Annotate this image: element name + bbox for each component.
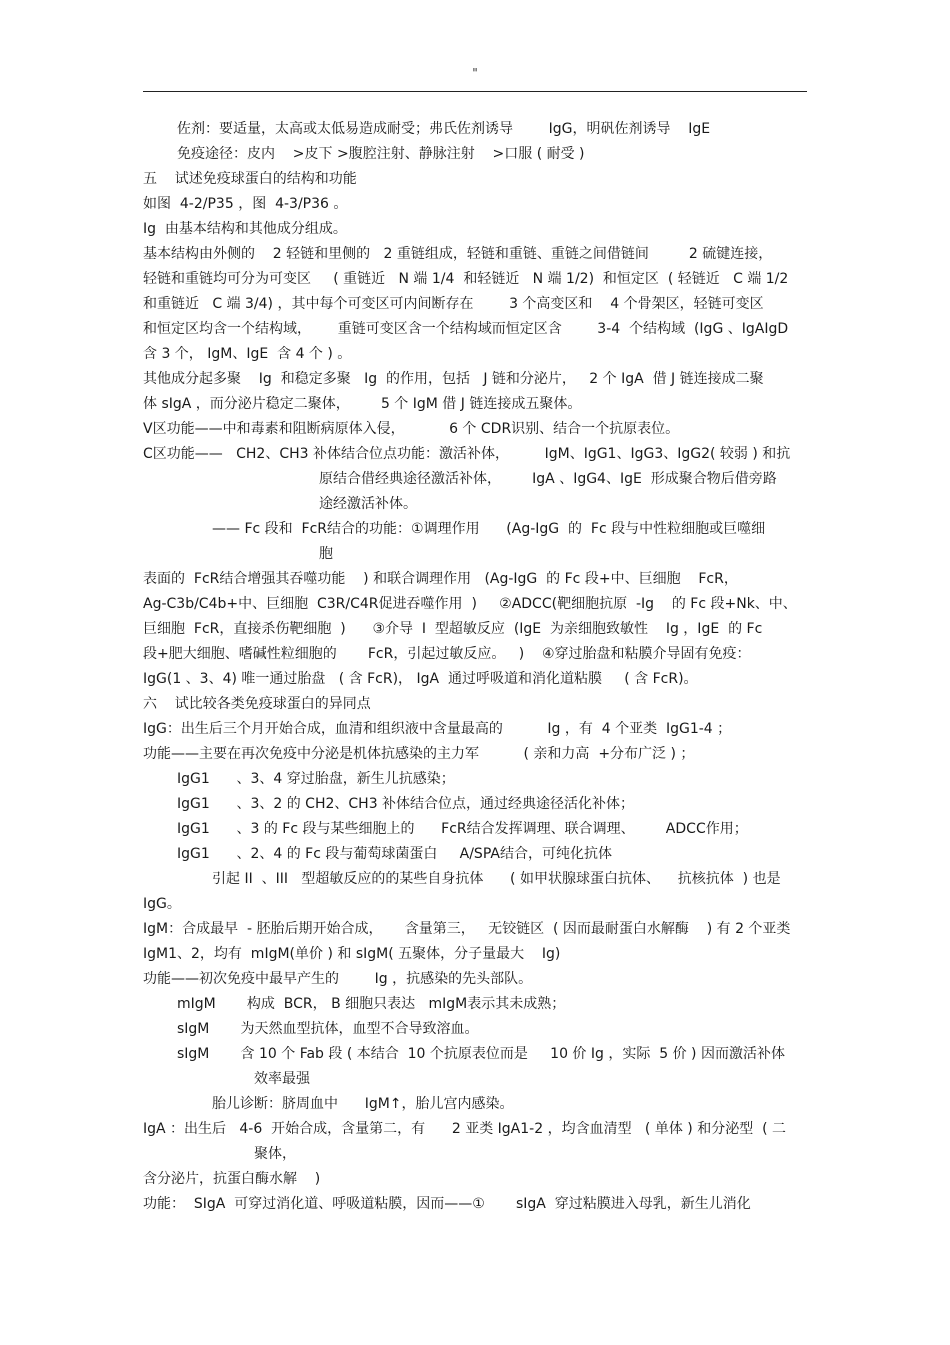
text-line: IgA ：出生后 4-6 开始合成，含量第二，有 2 亚类 IgA1-2 ，均含血清型 ( 单体 ) 和分泌型 ( 二 [143, 1121, 787, 1137]
text-line: Ig 由基本结构和其他成分组成。 [143, 221, 347, 237]
text-line: 聚体， [254, 1146, 296, 1162]
text-line: 胞 [319, 546, 333, 562]
text-line: 表面的 FcR结合增强其吞噬功能 ) 和联合调理作用 (Ag-IgG 的 Fc 段+中、巨细胞 FcR， [143, 571, 738, 587]
text-line: 轻链和重链均可分为可变区 ( 重链近 N 端 1/4 和轻链近 N 端 1/2) 和恒定区 ( 轻链近 C 端 1/2 [143, 271, 789, 287]
header-mark: " [472, 66, 478, 80]
text-line: 段+肥大细胞、嗜碱性粒细胞的 FcR，引起过敏反应。 ) ④穿过胎盘和粘膜介导固有免疫： [143, 646, 751, 662]
text-line: 功能： SIgA 可穿过消化道、呼吸道粘膜，因而——① sIgA 穿过粘膜进入母乳，新生儿消化 [143, 1196, 751, 1212]
text-line: C区功能—— CH2、CH3 补体结合位点功能：激活补体， IgM、IgG1、IgG3、IgG2( 较弱 ) 和抗 [143, 446, 791, 462]
text-line: 和恒定区均含一个结构域， 重链可变区含一个结构域而恒定区含 3-4 个结构域 (IgG 、IgAIgD [143, 321, 789, 337]
text-line: IgG：出生后三个月开始合成，血清和组织液中含量最高的 Ig ，有 4 个亚类 IgG1-4 ； [143, 721, 732, 737]
text-line: Ag-C3b/C4b+中、巨细胞 C3R/C4R促进吞噬作用 ) ②ADCC(靶细胞抗原 -Ig 的 Fc 段+Nk、中、 [143, 596, 797, 612]
text-line: —— Fc 段和 FcR结合的功能：①调理作用 (Ag-IgG 的 Fc 段与中性粒细胞或巨噬细 [212, 521, 766, 537]
text-line: 如图 4-2/P35 ，图 4-3/P36 。 [143, 196, 348, 212]
text-line: 含 3 个， IgM、IgE 含 4 个 ) 。 [143, 346, 352, 362]
text-line: 基本结构由外侧的 2 轻链和里侧的 2 重链组成，轻链和重链、重链之间借链间 2 硫键连接， [143, 246, 773, 262]
text-line: 佐剂：要适量，太高或太低易造成耐受；弗氏佐剂诱导 IgG，明矾佐剂诱导 IgE [177, 121, 711, 137]
text-line: 途经激活补体。 [319, 496, 417, 512]
text-line: sIgM 为天然血型抗体，血型不合导致溶血。 [177, 1021, 479, 1037]
text-line: IgG1 、2、4 的 Fc 段与葡萄球菌蛋白 A/SPA结合，可纯化抗体 [177, 846, 612, 862]
text-line: IgG(1 、3、4) 唯一通过胎盘 ( 含 FcR)， IgA 通过呼吸道和消化道粘膜 ( 含 FcR)。 [143, 671, 698, 687]
text-line: 和重链近 C 端 3/4) ，其中每个可变区可内间断存在 3 个高变区和 4 个骨架区，轻链可变区 [143, 296, 764, 312]
header-rule [143, 91, 807, 92]
text-line: V区功能——中和毒素和阻断病原体入侵， 6 个 CDR识别、结合一个抗原表位。 [143, 421, 680, 437]
text-line: IgM：合成最早 - 胚胎后期开始合成， 含量第三， 无铰链区 ( 因而最耐蛋白水解酶 ) 有 2 个亚类 [143, 921, 791, 937]
text-line: 巨细胞 FcR，直接杀伤靶细胞 ) ③介导 I 型超敏反应 (IgE 为亲细胞致敏性 Ig ，IgE 的 Fc [143, 621, 763, 637]
text-line: IgG。 [143, 896, 181, 912]
text-line: 含分泌片，抗蛋白酶水解 ) [143, 1171, 321, 1187]
text-line: 原结合借经典途径激活补体， IgA 、IgG4、IgE 形成聚合物后借旁路 [319, 471, 777, 487]
text-line: sIgM 含 10 个 Fab 段 ( 本结合 10 个抗原表位而是 10 价 Ig ，实际 5 价 ) 因而激活补体 [177, 1046, 785, 1062]
text-line: IgG1 、3 的 Fc 段与某些细胞上的 FcR结合发挥调理、联合调理、 ADCC作用； [177, 821, 748, 837]
text-line: IgG1 、3、2 的 CH2、CH3 补体结合位点，通过经典途径活化补体； [177, 796, 635, 812]
text-line: IgM1、2，均有 mIgM(单价 ) 和 sIgM( 五聚体，分子量最大 Ig) [143, 946, 561, 962]
text-line: 胎儿诊断：脐周血中 IgM↑，胎儿宫内感染。 [212, 1096, 514, 1112]
text-line: 免疫途径：皮内 >皮下 >腹腔注射、静脉注射 >口服 ( 耐受 ) [177, 146, 585, 162]
text-line: mIgM 构成 BCR， B 细胞只表达 mIgM表示其未成熟； [177, 996, 566, 1012]
text-line: 体 sIgA ，而分泌片稳定二聚体， 5 个 IgM 借 J 链连接成五聚体。 [143, 396, 582, 412]
text-line: IgG1 、3、4 穿过胎盘，新生儿抗感染； [177, 771, 455, 787]
text-line: 其他成分起多聚 Ig 和稳定多聚 Ig 的作用，包括 J 链和分泌片， 2 个 IgA 借 J 链连接成二聚 [143, 371, 764, 387]
section-heading: 六 试比较各类免疫球蛋白的异同点 [143, 696, 371, 712]
text-line: 效率最强 [254, 1071, 310, 1087]
text-line: 功能——初次免疫中最早产生的 Ig ，抗感染的先头部队。 [143, 971, 533, 987]
text-line: 功能——主要在再次免疫中分泌是机体抗感染的主力军 ( 亲和力高 +分布广泛 ) ； [143, 746, 695, 762]
text-line: 引起 II 、III 型超敏反应的的某些自身抗体 ( 如甲状腺球蛋白抗体、 抗核抗体 ) 也是 [212, 871, 781, 887]
section-heading: 五 试述免疫球蛋白的结构和功能 [143, 171, 357, 187]
